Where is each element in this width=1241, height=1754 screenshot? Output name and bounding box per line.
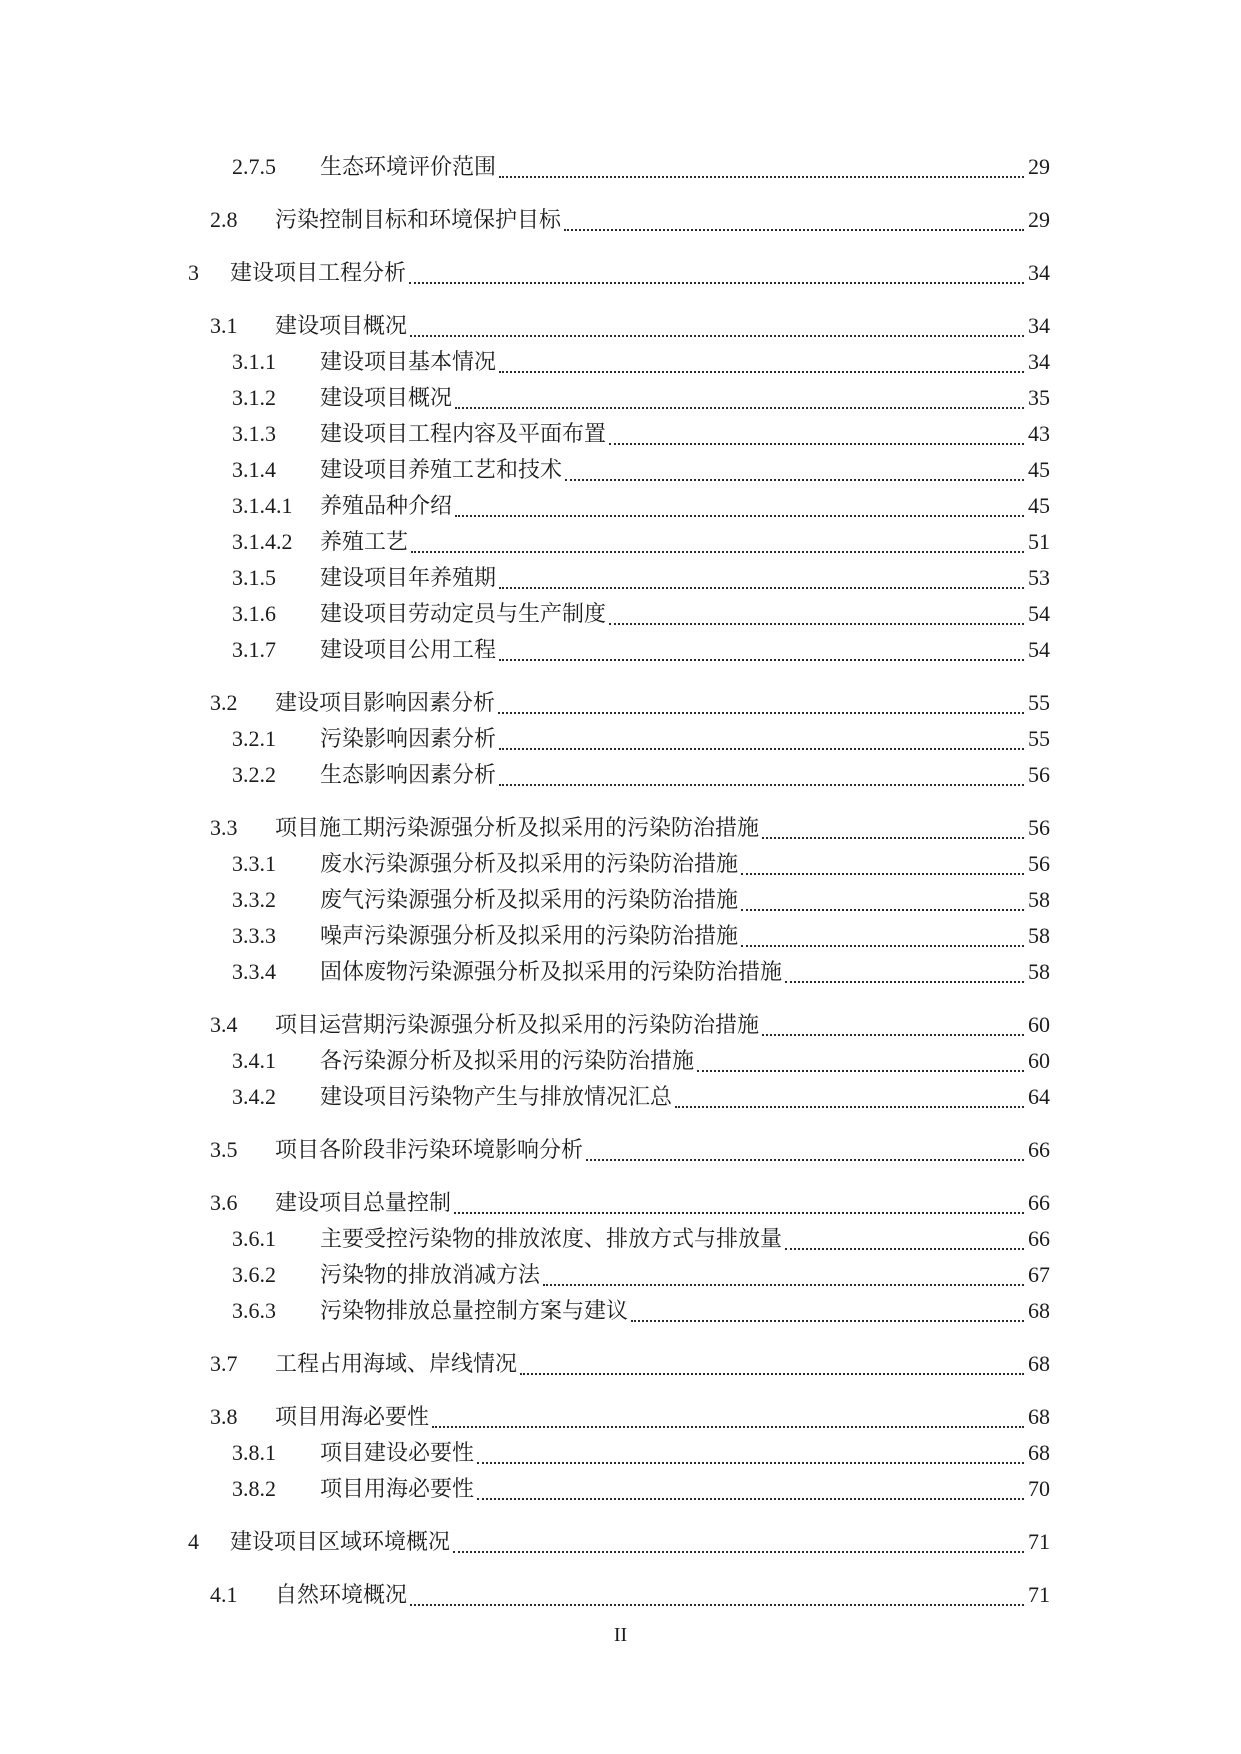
toc-entry-title: 固体废物污染源强分析及拟采用的污染防治措施 [320,959,783,984]
toc-entry-number: 3.2.2 [232,762,276,787]
toc-entry-title: 污染物的排放消减方法 [320,1262,541,1287]
toc-entry[interactable] [188,344,1050,380]
toc-entry-number: 3.3.2 [232,887,276,912]
toc-entry[interactable] [188,1524,1050,1560]
toc-entry[interactable] [188,560,1050,596]
toc-entry[interactable] [188,810,1050,846]
toc-leader-dots [499,756,1024,786]
toc-leader-dots [455,487,1024,517]
toc-entry-number: 3.6.1 [232,1226,276,1251]
toc-entry-page: 58 [1028,887,1050,912]
toc-entry-page: 66 [1028,1190,1050,1215]
page-number-footer: II [613,1624,628,1646]
toc-entry[interactable] [188,308,1050,344]
toc-entry-page: 70 [1028,1476,1050,1501]
toc-entry-number: 3.8.2 [232,1476,276,1501]
toc-entry[interactable] [188,1132,1050,1168]
toc-entry-number: 3.1.1 [232,349,276,374]
toc-leader-dots [477,1434,1024,1464]
toc-entry-page: 56 [1028,815,1050,840]
toc-leader-dots [432,1398,1024,1428]
toc-entry[interactable] [188,380,1050,416]
toc-leader-dots [410,1576,1024,1606]
toc-leader-dots [609,415,1024,445]
toc-entry-number: 3.3.4 [232,959,276,984]
toc-entry-page: 45 [1028,457,1050,482]
toc-entry-page: 67 [1028,1262,1050,1287]
toc-entry[interactable] [188,416,1050,452]
toc-leader-dots [785,953,1024,983]
toc-entry-page: 66 [1028,1226,1050,1251]
toc-entry-page: 53 [1028,565,1050,590]
toc-entry-page: 64 [1028,1084,1050,1109]
toc-entry-title: 项目运营期污染源强分析及拟采用的污染防治措施 [275,1012,760,1037]
toc-entry-page: 68 [1028,1440,1050,1465]
toc-entry[interactable] [188,1007,1050,1043]
toc-leader-dots [499,343,1024,373]
toc-entry-title: 建设项目区域环境概况 [230,1529,451,1554]
toc-leader-dots [741,881,1024,911]
toc-entry-title: 工程占用海域、岸线情况 [275,1351,518,1376]
toc-entry[interactable] [188,488,1050,524]
toc-entry-number: 2.7.5 [232,154,276,179]
toc [188,149,1050,1613]
toc-entry-page: 68 [1028,1298,1050,1323]
toc-entry-title: 建设项目影响因素分析 [275,690,496,715]
toc-entry-title: 主要受控污染物的排放浓度、排放方式与排放量 [320,1226,783,1251]
toc-entry-title: 建设项目年养殖期 [320,565,497,590]
toc-leader-dots [520,1345,1024,1375]
toc-entry-page: 60 [1028,1048,1050,1073]
toc-entry-number: 3.2 [210,690,238,715]
toc-entry-page: 34 [1028,260,1050,285]
toc-entry-title: 建设项目工程内容及平面布置 [320,421,607,446]
toc-entry-title: 生态环境评价范围 [320,154,497,179]
toc-entry-page: 60 [1028,1012,1050,1037]
toc-entry[interactable] [188,721,1050,757]
toc-entry-page: 71 [1028,1582,1050,1607]
toc-leader-dots [697,1042,1024,1072]
toc-leader-dots [675,1078,1024,1108]
toc-entry-number: 3 [188,260,199,285]
toc-leader-dots [477,1470,1024,1500]
toc-entry[interactable] [188,596,1050,632]
toc-leader-dots [409,254,1024,284]
toc-entry-page: 54 [1028,637,1050,662]
toc-entry-page: 29 [1028,207,1050,232]
toc-entry-title: 自然环境概况 [275,1582,408,1607]
toc-leader-dots [565,451,1024,481]
toc-entry-page: 56 [1028,762,1050,787]
toc-leader-dots [631,1292,1024,1322]
toc-entry[interactable] [188,1043,1050,1079]
toc-entry[interactable] [188,1221,1050,1257]
toc-entry-number: 3.4.1 [232,1048,276,1073]
toc-entry-number: 3.3.1 [232,851,276,876]
toc-entry[interactable] [188,1471,1050,1507]
toc-entry-page: 35 [1028,385,1050,410]
toc-entry-title: 项目用海必要性 [275,1404,430,1429]
toc-entry[interactable] [188,452,1050,488]
toc-entry[interactable] [188,1257,1050,1293]
toc-entry-title: 项目各阶段非污染环境影响分析 [275,1137,584,1162]
toc-entry-number: 2.8 [210,207,238,232]
toc-leader-dots [411,523,1024,553]
toc-entry-title: 污染物排放总量控制方案与建议 [320,1298,629,1323]
toc-entry-number: 3.1.6 [232,601,276,626]
toc-entry-title: 废气污染源强分析及拟采用的污染防治措施 [320,887,739,912]
toc-leader-dots [543,1256,1024,1286]
toc-entry-page: 55 [1028,690,1050,715]
toc-entry-page: 43 [1028,421,1050,446]
toc-leader-dots [499,559,1024,589]
toc-entry-title: 噪声污染源强分析及拟采用的污染防治措施 [320,923,739,948]
toc-leader-dots [741,845,1024,875]
toc-leader-dots [499,631,1024,661]
toc-entry-page: 45 [1028,493,1050,518]
toc-entry[interactable] [188,1293,1050,1329]
toc-entry-number: 3.6.3 [232,1298,276,1323]
toc-entry[interactable] [188,632,1050,668]
toc-entry-title: 养殖工艺 [320,529,409,554]
toc-entry-number: 3.1.4 [232,457,276,482]
toc-entry-number: 4 [188,1529,199,1554]
toc-entry-title: 项目施工期污染源强分析及拟采用的污染防治措施 [275,815,760,840]
toc-entry-title: 建设项目工程分析 [230,260,407,285]
toc-leader-dots [453,1523,1024,1553]
toc-leader-dots [498,684,1024,714]
toc-entry-title: 建设项目公用工程 [320,637,497,662]
toc-entry-page: 66 [1028,1137,1050,1162]
toc-entry-title: 废水污染源强分析及拟采用的污染防治措施 [320,851,739,876]
toc-entry-number: 3.1.4.2 [232,529,293,554]
toc-entry[interactable] [188,1577,1050,1613]
toc-leader-dots [741,917,1024,947]
toc-entry[interactable] [188,1435,1050,1471]
toc-entry-page: 54 [1028,601,1050,626]
toc-entry-title: 污染控制目标和环境保护目标 [275,207,562,232]
toc-entry[interactable] [188,202,1050,238]
toc-leader-dots [762,809,1024,839]
toc-entry[interactable] [188,685,1050,721]
toc-entry[interactable] [188,149,1050,185]
toc-entry-title: 建设项目基本情况 [320,349,497,374]
toc-entry[interactable] [188,255,1050,291]
toc-leader-dots [454,1184,1024,1214]
toc-entry-title: 项目用海必要性 [320,1476,475,1501]
toc-leader-dots [609,595,1024,625]
toc-entry-page: 68 [1028,1404,1050,1429]
toc-entry-number: 3.6.2 [232,1262,276,1287]
toc-entry[interactable] [188,846,1050,882]
toc-entry[interactable] [188,1185,1050,1221]
toc-entry[interactable] [188,918,1050,954]
toc-entry[interactable] [188,1346,1050,1382]
toc-entry-number: 3.1.3 [232,421,276,446]
toc-entry[interactable] [188,954,1050,990]
toc-entry-page: 34 [1028,349,1050,374]
toc-entry-title: 建设项目养殖工艺和技术 [320,457,563,482]
toc-leader-dots [499,148,1024,178]
toc-leader-dots [410,307,1024,337]
toc-entry-page: 71 [1028,1529,1050,1554]
toc-entry-page: 56 [1028,851,1050,876]
toc-entry-number: 3.2.1 [232,726,276,751]
toc-entry-number: 3.1.2 [232,385,276,410]
toc-entry[interactable] [188,1399,1050,1435]
toc-entry-page: 68 [1028,1351,1050,1376]
toc-entry-number: 3.8.1 [232,1440,276,1465]
toc-leader-dots [586,1131,1024,1161]
toc-entry-number: 3.3 [210,815,238,840]
toc-entry-title: 建设项目总量控制 [275,1190,452,1215]
toc-entry-title: 建设项目概况 [320,385,453,410]
toc-entry-title: 养殖品种介绍 [320,493,453,518]
toc-entry-number: 3.3.3 [232,923,276,948]
toc-entry[interactable] [188,882,1050,918]
toc-entry-title: 项目建设必要性 [320,1440,475,1465]
toc-entry-number: 3.1.4.1 [232,493,293,518]
toc-entry-page: 34 [1028,313,1050,338]
toc-leader-dots [499,720,1024,750]
toc-entry-number: 3.6 [210,1190,238,1215]
toc-leader-dots [785,1220,1024,1250]
toc-entry-page: 55 [1028,726,1050,751]
toc-entry[interactable] [188,1079,1050,1115]
toc-leader-dots [762,1006,1024,1036]
toc-entry-number: 3.1 [210,313,238,338]
toc-entry[interactable] [188,757,1050,793]
toc-entry-number: 3.1.5 [232,565,276,590]
toc-entry-title: 建设项目概况 [275,313,408,338]
toc-entry-title: 建设项目污染物产生与排放情况汇总 [320,1084,673,1109]
toc-entry[interactable] [188,524,1050,560]
toc-entry-page: 58 [1028,923,1050,948]
toc-leader-dots [455,379,1024,409]
toc-entry-number: 3.8 [210,1404,238,1429]
toc-entry-number: 3.7 [210,1351,238,1376]
toc-entry-title: 建设项目劳动定员与生产制度 [320,601,607,626]
toc-entry-page: 29 [1028,154,1050,179]
toc-entry-number: 3.4.2 [232,1084,276,1109]
toc-entry-number: 3.5 [210,1137,238,1162]
toc-entry-number: 3.1.7 [232,637,276,662]
toc-leader-dots [564,201,1024,231]
toc-entry-number: 4.1 [210,1582,238,1607]
toc-entry-title: 污染影响因素分析 [320,726,497,751]
toc-entry-title: 各污染源分析及拟采用的污染防治措施 [320,1048,695,1073]
toc-entry-page: 51 [1028,529,1050,554]
toc-entry-title: 生态影响因素分析 [320,762,497,787]
toc-entry-page: 58 [1028,959,1050,984]
toc-entry-number: 3.4 [210,1012,238,1037]
